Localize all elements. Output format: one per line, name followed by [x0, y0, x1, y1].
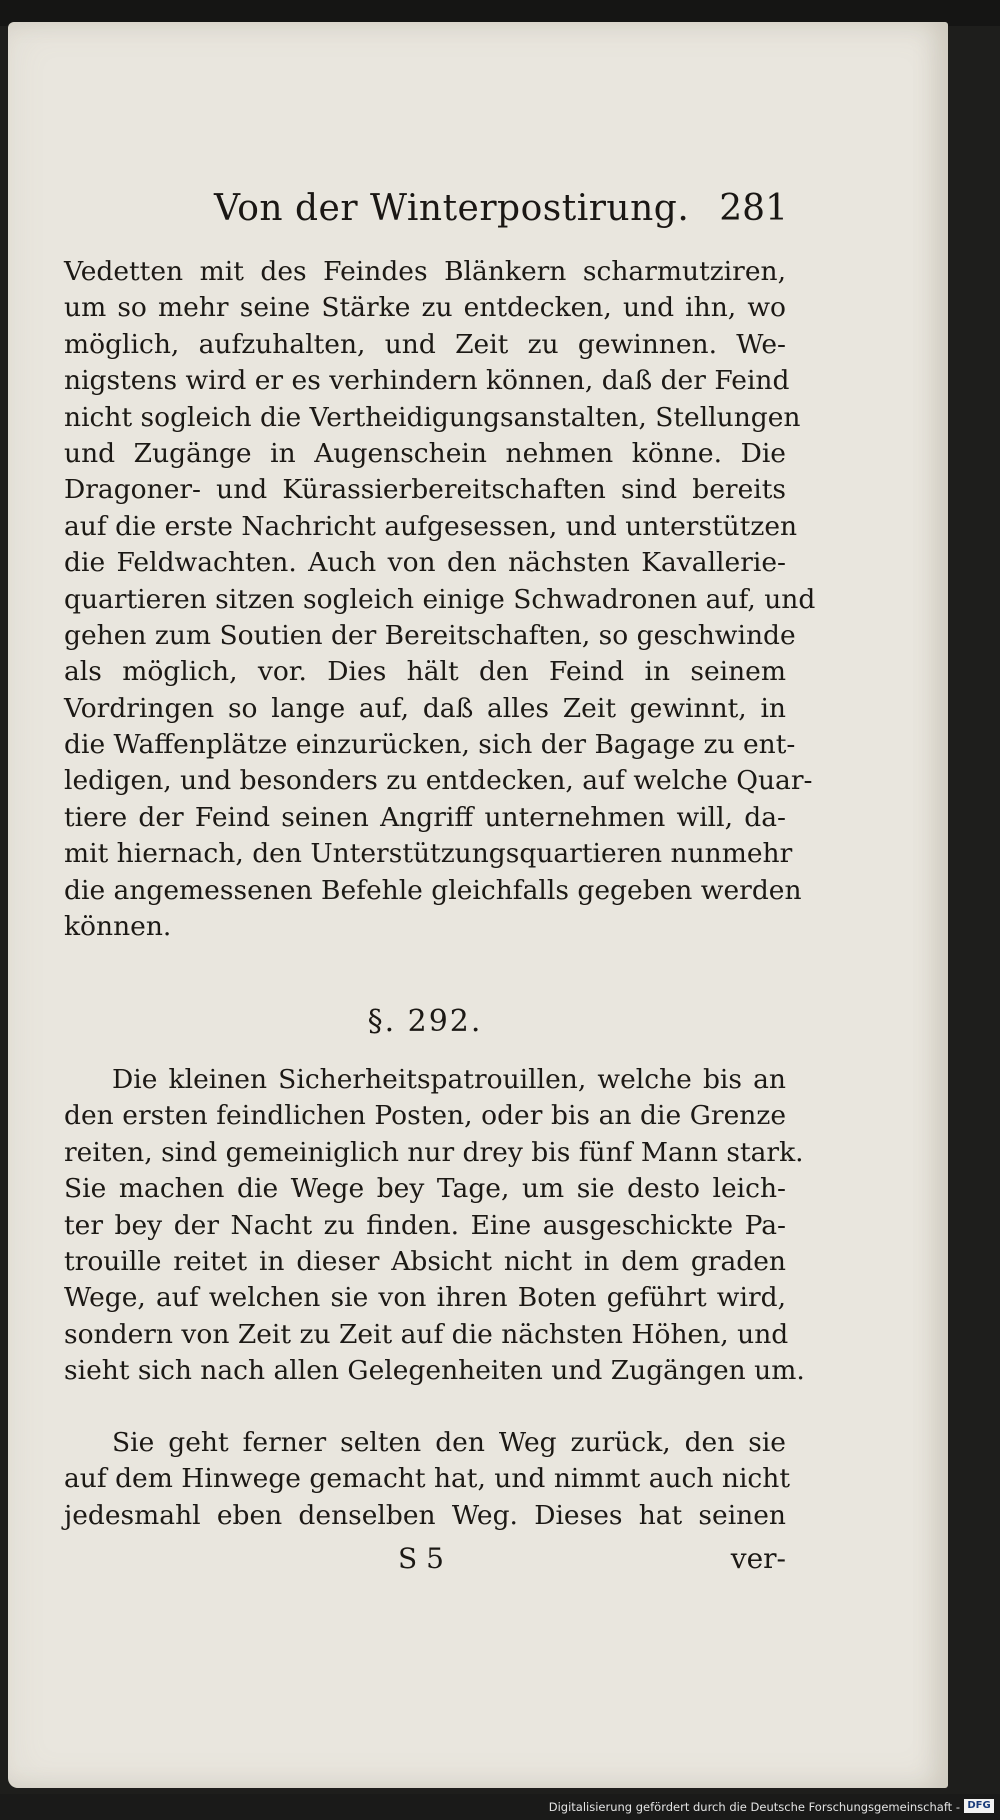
- text-line: gehen zum Soutien der Bereitschaften, so geschwinde: [64, 619, 796, 651]
- catchword: ver-: [730, 1542, 786, 1575]
- text-line: reiten, sind gemeiniglich nur drey bis fünf Mann stark.: [64, 1136, 804, 1168]
- dfg-logo-icon: DFG: [964, 1799, 994, 1813]
- paragraph-return-route: [64, 1425, 790, 1534]
- text-line: sieht sich nach allen Gelegenheiten und Zugängen um.: [64, 1355, 805, 1387]
- text-line: Wege, auf welchen sie von ihren Boten geführt wird,: [64, 1282, 786, 1314]
- text-line: auf die erste Nachricht aufgesessen, und unterstützen: [64, 510, 798, 542]
- text-line: quartieren sitzen sogleich einige Schwadronen auf, und: [64, 583, 816, 615]
- text-line: sondern von Zeit zu Zeit auf die nächsten Höhen, und: [64, 1318, 789, 1350]
- text-line: tiere der Feind seinen Angriff unternehmen will, da-: [64, 801, 786, 833]
- text-line: können.: [64, 911, 172, 943]
- text-line: und Zugänge in Augenschein nehmen könne. Die: [64, 437, 786, 469]
- text-line: Dragoner- und Kürassierbereitschaften sind bereits: [64, 474, 786, 506]
- text-line: auf dem Hinwege gemacht hat, und nimmt auch nicht: [64, 1463, 790, 1495]
- text-line: ledigen, und besonders zu entdecken, auf welche Quar-: [64, 765, 813, 797]
- text-line: als möglich, vor. Dies hält den Feind in seinem: [64, 656, 786, 688]
- paragraph-continued: [64, 254, 816, 945]
- text-line: nicht sogleich die Vertheidigungsanstalten, Stellungen: [64, 401, 801, 433]
- text-line: die angemessenen Befehle gleichfalls gegeben werden: [64, 874, 802, 906]
- digitization-credit: Digitalisierung gefördert durch die Deutsche Forschungsgemeinschaft -: [548, 1800, 960, 1814]
- book-page: [8, 22, 948, 1788]
- page-number: 281: [719, 188, 788, 229]
- text-line: Sie machen die Wege bey Tage, um sie desto leich-: [64, 1173, 786, 1205]
- signature-mark: S 5: [398, 1542, 444, 1575]
- text-line: möglich, aufzuhalten, und Zeit zu gewinnen. We-: [64, 328, 786, 360]
- text-line: nigstens wird er es verhindern können, daß der Feind: [64, 365, 790, 397]
- text-line: jedesmahl eben denselben Weg. Dieses hat seinen: [64, 1499, 786, 1531]
- paragraph-patrols: [64, 1062, 805, 1390]
- text-line: die Feldwachten. Auch von den nächsten Kavallerie-: [64, 547, 786, 579]
- text-line: Die kleinen Sicherheitspatrouillen, welche bis an: [112, 1064, 786, 1095]
- page-footer: [64, 1542, 786, 1582]
- text-line: um so mehr seine Stärke zu entdecken, und ihn, wo: [64, 292, 786, 324]
- running-title: Von der Winterpostirung.: [214, 188, 690, 229]
- text-line: die Waffenplätze einzurücken, sich der Bagage zu ent-: [64, 729, 796, 761]
- text-line: den ersten feindlichen Posten, oder bis an die Grenze: [64, 1100, 786, 1132]
- page-header: [64, 182, 788, 242]
- text-line: mit hiernach, den Unterstützungsquartieren nunmehr: [64, 838, 793, 870]
- section-heading: §. 292.: [367, 1004, 483, 1039]
- text-line: Vordringen so lange auf, daß alles Zeit gewinnt, in: [64, 692, 786, 724]
- text-line: ter bey der Nacht zu finden. Eine ausgeschickte Pa-: [64, 1209, 786, 1241]
- text-line: Sie geht ferner selten den Weg zurück, den sie: [112, 1427, 786, 1458]
- text-line: Vedetten mit des Feindes Blänkern scharmutziren,: [64, 256, 786, 287]
- text-line: trouille reitet in dieser Absicht nicht in dem graden: [64, 1245, 786, 1277]
